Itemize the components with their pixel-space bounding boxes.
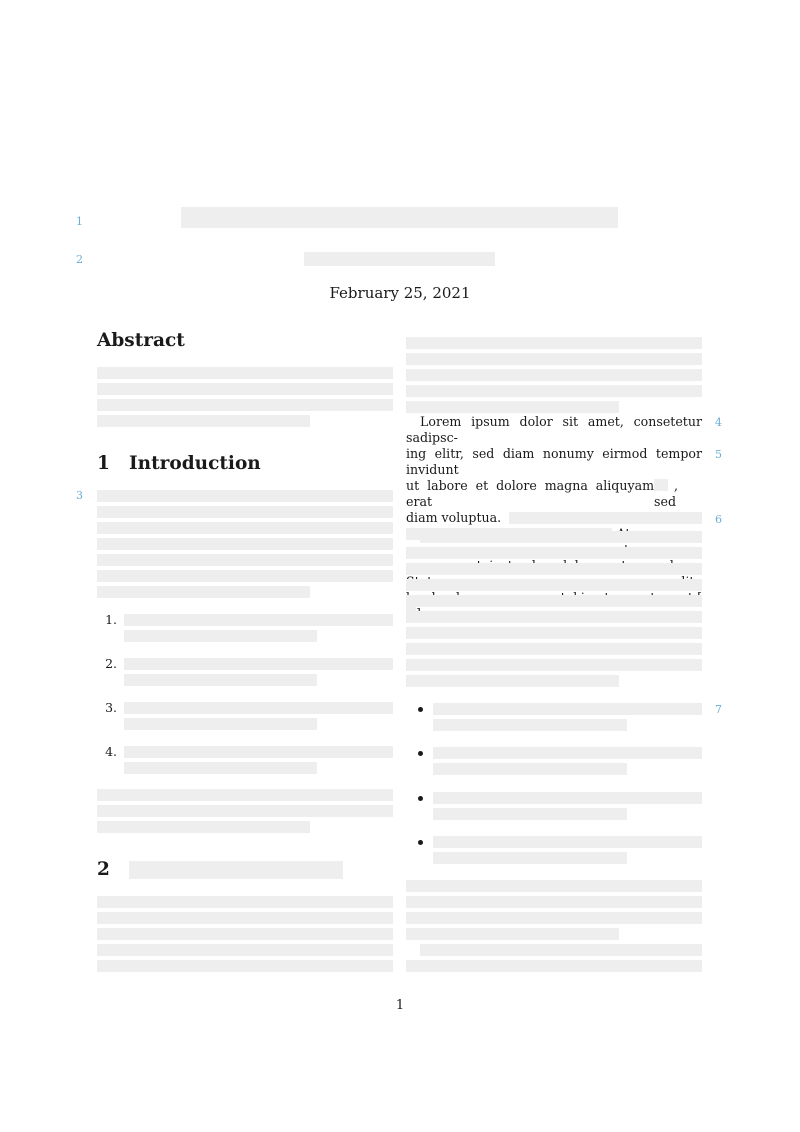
abstract-heading: Abstract bbox=[97, 330, 185, 351]
section-heading-introduction bbox=[97, 452, 261, 476]
list-number: 2. bbox=[105, 656, 117, 671]
line-number: 3 bbox=[76, 489, 83, 502]
bullet-icon bbox=[418, 707, 423, 712]
list-number: 3. bbox=[105, 700, 117, 715]
page-number: 1 bbox=[395, 998, 405, 1013]
list-number: 4. bbox=[105, 744, 117, 759]
bullet-icon bbox=[418, 840, 423, 845]
paper-title-redacted bbox=[181, 207, 618, 228]
line-number: 2 bbox=[76, 253, 83, 266]
citation-redacted bbox=[654, 479, 668, 491]
paragraph-line: , sed bbox=[654, 478, 679, 509]
bullet-icon bbox=[418, 751, 423, 756]
author-redacted bbox=[304, 252, 495, 266]
line-number: 5 bbox=[715, 448, 722, 461]
bullet-icon bbox=[418, 796, 423, 801]
paragraph-line: Lorem ipsum dolor sit amet, consetetur sadipsc- bbox=[406, 414, 702, 445]
section-number: 2 bbox=[97, 859, 110, 880]
section-number: 1 bbox=[97, 453, 110, 474]
line-number: 1 bbox=[76, 215, 83, 228]
section-title: Introduction bbox=[129, 453, 261, 474]
section-title-redacted bbox=[129, 861, 343, 879]
section-heading-2 bbox=[97, 858, 129, 882]
line-number: 6 bbox=[715, 513, 722, 526]
paragraph-line: ing elitr, sed diam nonumy eirmod tempor invidunt bbox=[406, 446, 702, 477]
inline-text-redacted bbox=[509, 512, 702, 524]
line-number: 7 bbox=[715, 703, 722, 716]
paper-date: February 25, 2021 bbox=[329, 284, 471, 302]
line-number: 4 bbox=[715, 416, 722, 429]
paragraph-line: ut labore et dolore magna aliquyam erat bbox=[406, 478, 655, 509]
list-number: 1. bbox=[105, 612, 117, 627]
paragraph-line: diam voluptua. bbox=[406, 510, 502, 525]
